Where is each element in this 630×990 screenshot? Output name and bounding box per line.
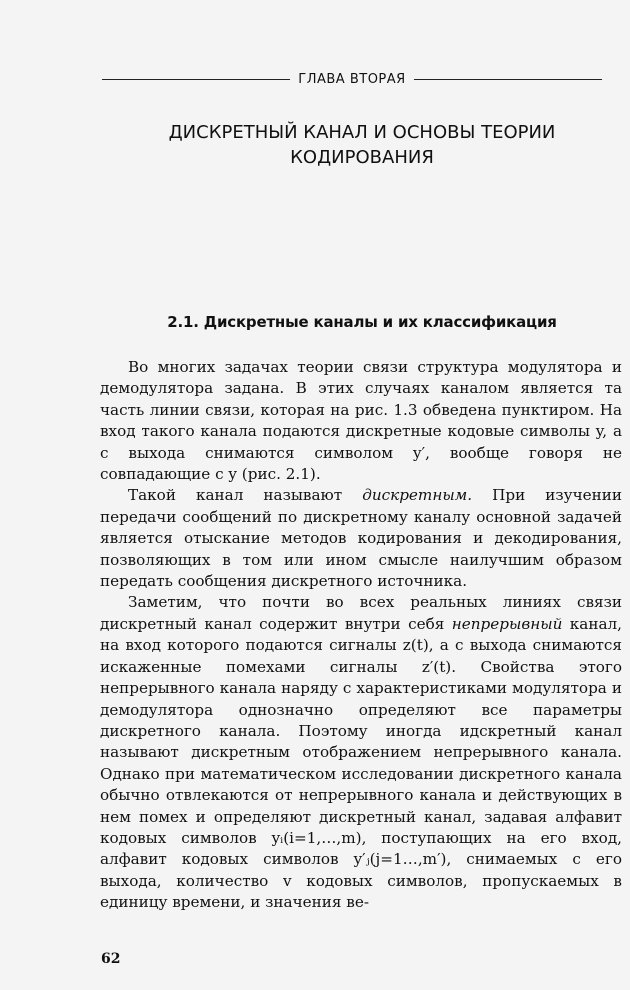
paragraph-3-emphasis: непрерывный [451, 614, 563, 633]
header-rule-right [414, 79, 602, 80]
paragraph-2-emphasis: дискретным. [362, 486, 473, 505]
chapter-title-line-2: КОДИРОВАНИЯ [290, 147, 434, 168]
page-number: 62 [101, 951, 121, 967]
chapter-label: ГЛАВА ВТОРАЯ [298, 72, 406, 87]
chapter-header [102, 72, 602, 87]
body-text [100, 357, 622, 914]
paragraph-2 [100, 485, 622, 592]
chapter-title-line-1: ДИСКРЕТНЫЙ КАНАЛ И ОСНОВЫ ТЕОРИИ [168, 122, 556, 143]
section-heading: 2.1. Дискретные каналы и их классификация [167, 313, 557, 331]
paragraph-1: Во многих задачах теории связи структура модулятора и демодулятора задана. В этих случаях каналом является та часть линии связи, которая на рис. 1.3 обведена пунктиром. На вход такого канала подаются дискретные кодовые символы y, а с выхода снимаются символом y′, вообще говоря не совпадающие с y (рис. 2.1). [100, 358, 622, 484]
paragraph-2-text-a: Такой канал называют [128, 486, 363, 505]
header-rule-left [102, 79, 290, 80]
paragraph-3-text-b: канал, на вход которого подаются сигналы z(t), а с выхода снимаются искаженные помехами сигналы z′(t). Свойства этого непрерывного канала наряду с характеристиками модулятора и демодулятора однозначно определяют все параметры дискретного канала. Поэтому иногда идскретный канал называют дискретным отображением непрерывного канала. Однако при математическом исследовании дискретного канала обычно отвлекаются от непрерывного канала и действующих в нем помех и определяют дискретный канал, задавая алфавит кодовых символов yᵢ(i=1,…,m), поступающих на его вход, алфавит кодовых символов y′ⱼ(j=1…,m′), снимаемых с его выхода, количество v кодовых символов, пропускаемых в единицу времени, и значения ве- [100, 614, 622, 912]
chapter-title [102, 120, 622, 170]
paragraph-3-text-a: Заметим, что почти во всех реальных линиях связи дискретный канал содержит внутри себя [100, 593, 622, 633]
paragraph-3 [100, 592, 622, 913]
paragraph-2-text-b: При изучении передачи сообщений по дискретному каналу основной задачей является отыскание методов кодирования и декодирования, позволяющих в том или ином смысле наилучшим образом передать сообщения дискретного источника. [100, 486, 623, 591]
